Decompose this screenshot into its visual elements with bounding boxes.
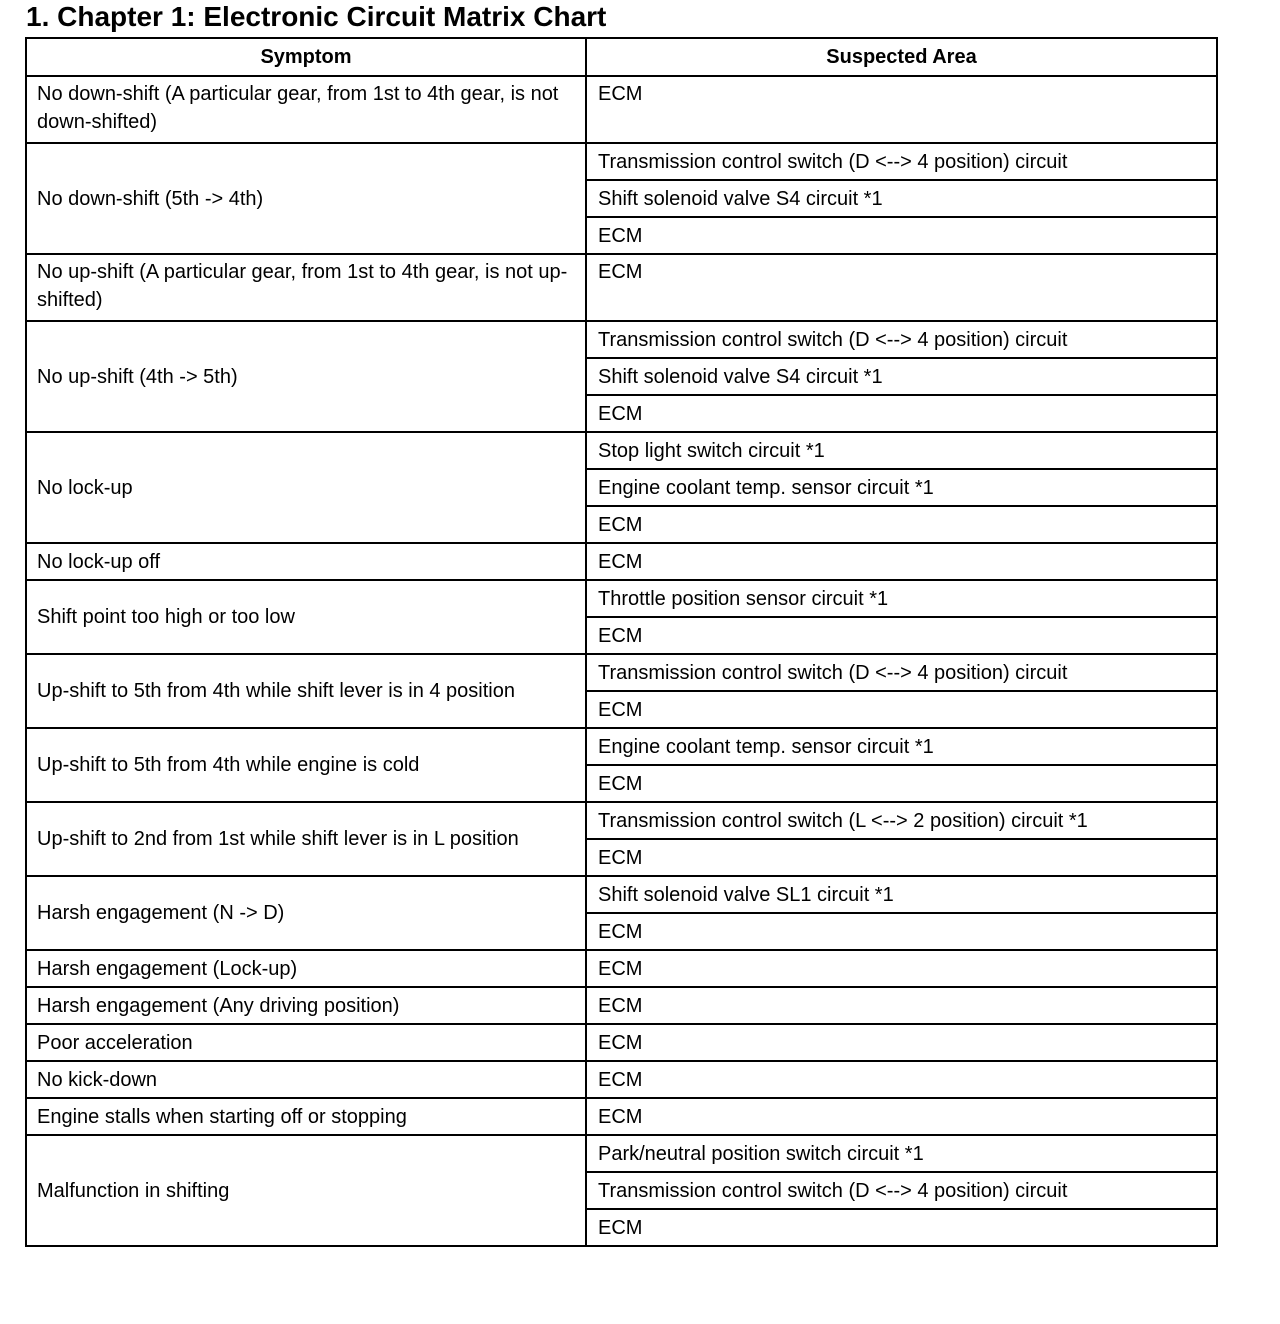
electronic-circuit-matrix-table [25, 37, 1218, 1247]
suspected-area-cell: ECM [586, 76, 1217, 143]
symptom-cell: No down-shift (A particular gear, from 1st to 4th gear, is not down-shifted) [26, 76, 586, 143]
suspected-area-cell: ECM [586, 1024, 1217, 1061]
table-row [26, 1135, 1217, 1172]
symptom-cell: Shift point too high or too low [26, 580, 586, 654]
suspected-area-cell: Transmission control switch (D <--> 4 position) circuit [586, 1172, 1217, 1209]
symptom-cell: Engine stalls when starting off or stopping [26, 1098, 586, 1135]
suspected-area-cell: ECM [586, 506, 1217, 543]
suspected-area-cell: Shift solenoid valve SL1 circuit *1 [586, 876, 1217, 913]
table-row [26, 1061, 1217, 1098]
table-row [26, 987, 1217, 1024]
suspected-area-cell: Stop light switch circuit *1 [586, 432, 1217, 469]
symptom-cell: No up-shift (4th -> 5th) [26, 321, 586, 432]
suspected-area-cell: ECM [586, 543, 1217, 580]
suspected-area-cell: Park/neutral position switch circuit *1 [586, 1135, 1217, 1172]
symptom-cell: No up-shift (A particular gear, from 1st to 4th gear, is not up-shifted) [26, 254, 586, 321]
symptom-cell: Harsh engagement (Lock-up) [26, 950, 586, 987]
table-row [26, 321, 1217, 358]
symptom-cell: No lock-up off [26, 543, 586, 580]
symptom-cell: Malfunction in shifting [26, 1135, 586, 1246]
symptom-cell: No down-shift (5th -> 4th) [26, 143, 586, 254]
suspected-area-cell: ECM [586, 1209, 1217, 1246]
table-row [26, 143, 1217, 180]
table-row [26, 1024, 1217, 1061]
suspected-area-cell: Shift solenoid valve S4 circuit *1 [586, 180, 1217, 217]
symptom-cell: Harsh engagement (Any driving position) [26, 987, 586, 1024]
table-row [26, 254, 1217, 321]
suspected-area-cell: Transmission control switch (L <--> 2 position) circuit *1 [586, 802, 1217, 839]
table-row [26, 432, 1217, 469]
table-row [26, 543, 1217, 580]
symptom-cell: No kick-down [26, 1061, 586, 1098]
suspected-area-cell: Transmission control switch (D <--> 4 position) circuit [586, 143, 1217, 180]
symptom-cell: Up-shift to 5th from 4th while shift lever is in 4 position [26, 654, 586, 728]
suspected-area-cell: ECM [586, 254, 1217, 321]
table-row [26, 1098, 1217, 1135]
table-row [26, 802, 1217, 839]
suspected-area-cell: ECM [586, 839, 1217, 876]
suspected-area-cell: Throttle position sensor circuit *1 [586, 580, 1217, 617]
suspected-area-cell: ECM [586, 950, 1217, 987]
symptom-column-header: Symptom [26, 38, 586, 76]
symptom-cell: Up-shift to 2nd from 1st while shift lever is in L position [26, 802, 586, 876]
suspected-area-cell: ECM [586, 691, 1217, 728]
symptom-cell: Poor acceleration [26, 1024, 586, 1061]
table-row [26, 654, 1217, 691]
suspected-area-cell: Engine coolant temp. sensor circuit *1 [586, 469, 1217, 506]
suspected-area-cell: Shift solenoid valve S4 circuit *1 [586, 358, 1217, 395]
suspected-area-cell: ECM [586, 765, 1217, 802]
suspected-area-cell: Transmission control switch (D <--> 4 position) circuit [586, 654, 1217, 691]
suspected-area-cell: ECM [586, 913, 1217, 950]
suspected-area-cell: Transmission control switch (D <--> 4 position) circuit [586, 321, 1217, 358]
suspected-area-cell: ECM [586, 1098, 1217, 1135]
suspected-area-cell: ECM [586, 217, 1217, 254]
table-row [26, 950, 1217, 987]
symptom-cell: Up-shift to 5th from 4th while engine is cold [26, 728, 586, 802]
symptom-cell: Harsh engagement (N -> D) [26, 876, 586, 950]
suspected-area-column-header: Suspected Area [586, 38, 1217, 76]
table-row [26, 876, 1217, 913]
table-row [26, 76, 1217, 143]
table-row [26, 580, 1217, 617]
suspected-area-cell: ECM [586, 987, 1217, 1024]
suspected-area-cell: ECM [586, 395, 1217, 432]
suspected-area-cell: ECM [586, 1061, 1217, 1098]
table-header-row [26, 38, 1217, 76]
table-row [26, 728, 1217, 765]
suspected-area-cell: ECM [586, 617, 1217, 654]
symptom-cell: No lock-up [26, 432, 586, 543]
page-title: 1. Chapter 1: Electronic Circuit Matrix Chart [26, 1, 607, 32]
suspected-area-cell: Engine coolant temp. sensor circuit *1 [586, 728, 1217, 765]
